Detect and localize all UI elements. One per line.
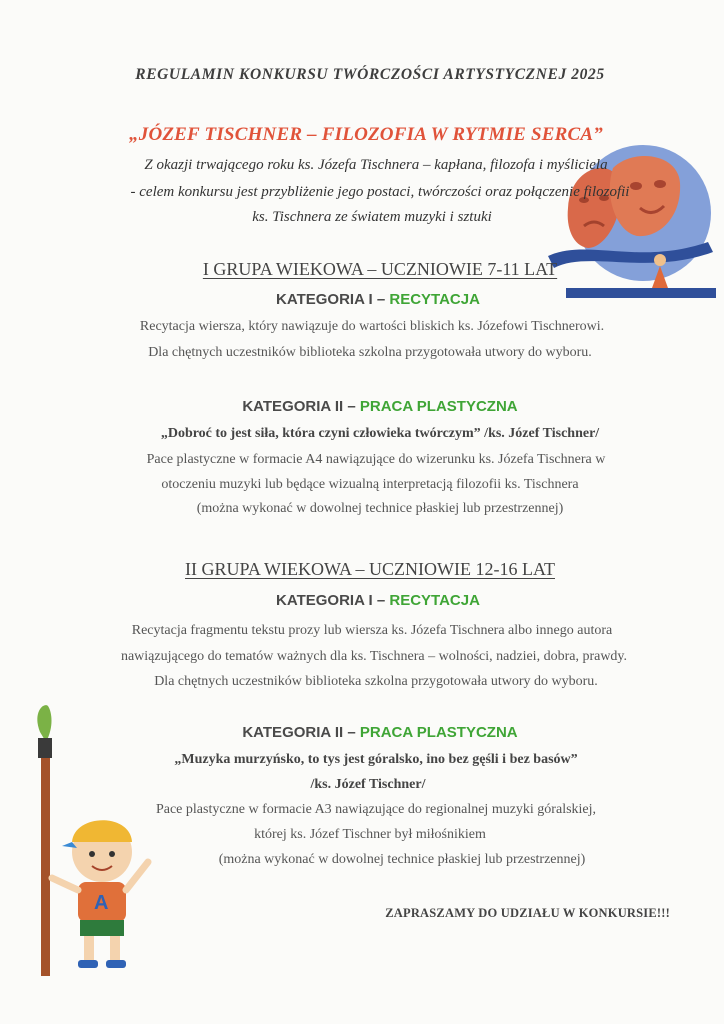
group2-heading: II GRUPA WIEKOWA – UCZNIOWIE 12-16 LAT — [185, 559, 555, 579]
group2-category2-line-3: (można wykonać w dowolnej technice płaskiej lub przestrzennej) — [218, 852, 586, 867]
group2-category2-line-1: Pace plastyczne w formacie A3 nawiązujące do regionalnej muzyki góralskiej, — [155, 802, 597, 817]
category-name: RECYTACJA — [389, 291, 480, 308]
category-prefix: KATEGORIA II – — [242, 724, 360, 741]
group2-category2-quote-line-1: „Muzyka murzyńsko, to tys jest góralsko, ino bez gęśli i bez basów” — [174, 752, 578, 767]
group1-category1-line-2: Dla chętnych uczestników biblioteka szkolna przygotowała utwory do wyboru. — [148, 345, 592, 360]
group1-category2-line-3: (można wykonać w dowolnej technice płaskiej lub przestrzennej) — [196, 501, 564, 516]
group2-category1-line-2: nawiązującego do tematów ważnych dla ks. Tischnera – wolności, nadziei, dobra, prawdy. — [120, 649, 628, 664]
group2-category2-quote-line-2: /ks. Józef Tischner/ — [310, 777, 426, 792]
category-prefix: KATEGORIA II – — [242, 398, 360, 415]
group2-category2-line-2: której ks. Józef Tischner był miłośnikiem — [254, 827, 486, 842]
group1-category2-quote: „Dobroć to jest siła, która czyni człowieka twórczym” /ks. Józef Tischner/ — [160, 426, 600, 441]
closing-invitation: ZAPRASZAMY DO UDZIAŁU W KONKURSIE!!! — [385, 906, 670, 920]
category-name: PRACA PLASTYCZNA — [359, 398, 518, 415]
intro-line-3: ks. Tischnera ze światem muzyki i sztuki — [252, 209, 492, 225]
category-prefix: KATEGORIA I – — [276, 291, 390, 308]
group2-category2-heading — [0, 724, 724, 741]
group2-category1-line-1: Recytacja fragmentu tekstu prozy lub wiersza ks. Józefa Tischnera albo innego autora — [131, 623, 613, 638]
intro-line-1: Z okazji trwającego roku ks. Józefa Tischnera – kapłana, filozofa i myśliciela — [144, 157, 608, 173]
contest-main-title: „JÓZEF TISCHNER – FILOZOFIA W RYTMIE SERCA” — [129, 124, 603, 145]
category-name: RECYTACJA — [389, 592, 480, 609]
group2-category1-line-3: Dla chętnych uczestników biblioteka szkolna przygotowała utwory do wyboru. — [154, 674, 598, 689]
regulation-header-title: REGULAMIN KONKURSU TWÓRCZOŚCI ARTYSTYCZNEJ 2025 — [135, 66, 605, 83]
group1-heading: I GRUPA WIEKOWA – UCZNIOWIE 7-11 LAT — [202, 259, 558, 279]
intro-line-2: - celem konkursu jest przybliżenie jego postaci, twórczości oraz połączenie filozofii — [130, 184, 630, 200]
group1-category2-line-2: otoczeniu muzyki lub będące wizualną interpretacją filozofii ks. Tischnera — [161, 477, 579, 492]
group1-category1-heading — [0, 291, 724, 308]
category-prefix: KATEGORIA I – — [276, 592, 390, 609]
category-name: PRACA PLASTYCZNA — [359, 724, 518, 741]
group1-category1-line-1: Recytacja wiersza, który nawiązuje do wartości bliskich ks. Józefowi Tischnerowi. — [139, 319, 605, 334]
group1-category2-heading — [0, 398, 724, 415]
group2-category1-heading — [0, 592, 724, 609]
kid-shirt-letter: A — [94, 892, 109, 914]
group1-category2-line-1: Pace plastyczne w formacie A4 nawiązujące do wizerunku ks. Józefa Tischnera w — [146, 452, 606, 467]
